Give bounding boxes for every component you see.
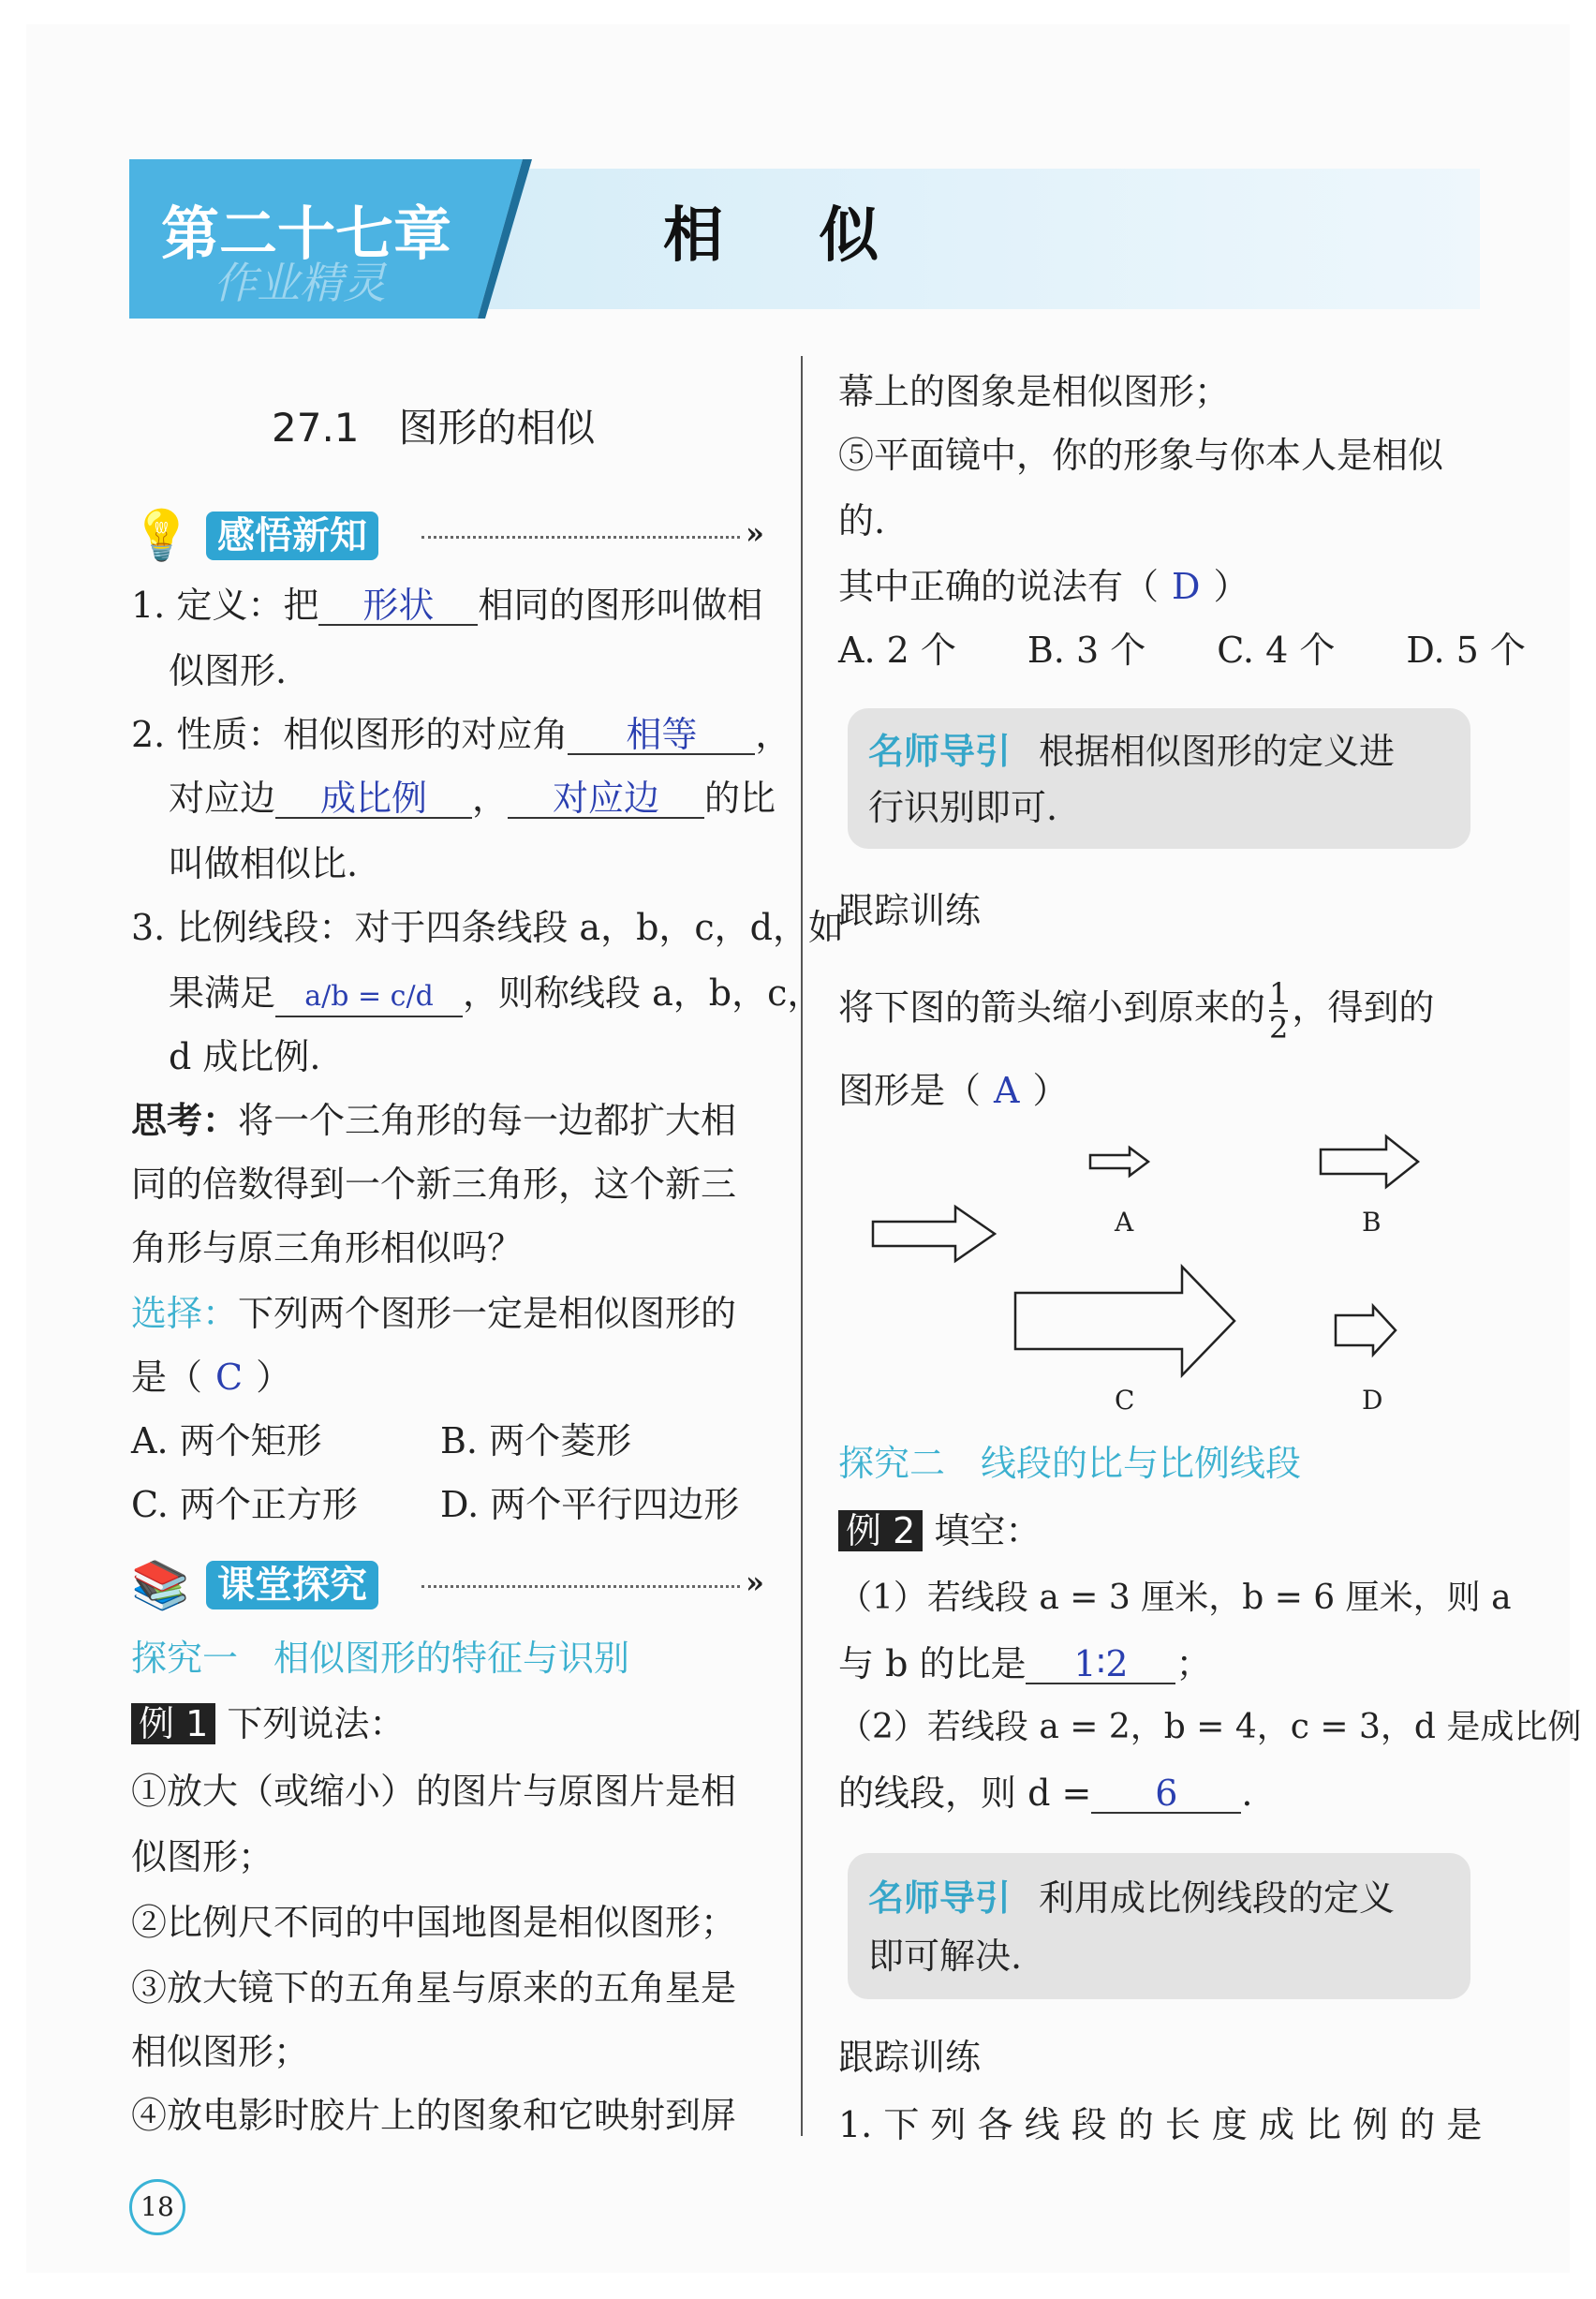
example-2-text: 填空： (934, 1510, 1042, 1551)
lightbulb-icon: 💡 (131, 508, 192, 564)
option-b: B. 两个菱形 (440, 1420, 632, 1461)
question-2-prefix: 的线段，则 d = (838, 1772, 1092, 1814)
header-watermark: 作业精灵 (214, 258, 386, 308)
property-suffix: 的比 (704, 778, 776, 819)
property-answer-sides: 成比例 (275, 776, 472, 819)
correct-count-line (838, 564, 1249, 609)
arrow-label-d: D (1362, 1385, 1383, 1416)
question-1-line-2 (838, 1641, 1212, 1686)
question-1-line-1: （1）若线段 a = 3 厘米，b = 6 厘米，则 a (838, 1579, 1512, 1617)
chapter-title: 相 似 (663, 200, 917, 271)
count-options: A. 2 个 B. 3 个 C. 4 个 D. 5 个 (838, 630, 1526, 671)
banner-gain-knowledge (131, 506, 768, 566)
definition-suffix: 相同的图形叫做相 (478, 585, 763, 626)
explore-two-heading: 探究二 线段的比与比例线段 (838, 1443, 1302, 1484)
definition-line (131, 583, 762, 628)
statement-3b: 相似图形； (131, 2031, 310, 2072)
statement-1b: 似图形； (131, 1836, 274, 1877)
think-line-1 (131, 1098, 736, 1143)
correct-prefix: 其中正确的说法有（ (838, 566, 1160, 607)
choose-label: 选择： (131, 1293, 239, 1334)
question-1-suffix: ； (1175, 1643, 1212, 1684)
tracking-training-1: 跟踪训练 (838, 890, 982, 931)
proportion-answer: a/b = c/d (275, 974, 463, 1017)
tip-2-line-1 (868, 1876, 1395, 1921)
property-continuation: 叫做相似比. (169, 843, 359, 884)
property-comma: ， (755, 714, 791, 755)
choose-prefix: 是（ (131, 1357, 203, 1398)
tip-1-heading: 名师导引 (868, 731, 1012, 772)
choose-text: 下列两个图形一定是相似图形的 (238, 1293, 737, 1334)
page-number-badge (129, 2179, 185, 2235)
correct-suffix: ） (1213, 566, 1249, 607)
tip-2-heading: 名师导引 (868, 1877, 1012, 1919)
arrow-c (1015, 1267, 1234, 1375)
example-1-text: 下列说法： (227, 1703, 406, 1744)
double-chevron-icon: » (746, 1565, 764, 1600)
exercise-1-line: 1. 下 列 各 线 段 的 长 度 成 比 例 的 是 (838, 2104, 1483, 2145)
question-2-line-2 (838, 1771, 1252, 1816)
choose-line-1 (131, 1291, 736, 1336)
statement-4b: 幕上的图象是相似图形； (838, 371, 1231, 412)
think-line-2: 同的倍数得到一个新三角形，这个新三 (131, 1164, 737, 1205)
arrow-question2-suffix: ） (1032, 1070, 1069, 1111)
arrow-question-suffix: ，得到的 (1292, 986, 1435, 1029)
choose-suffix: ） (256, 1357, 292, 1398)
statement-4a: ④放电影时胶片上的图象和它映射到屏 (131, 2095, 737, 2136)
property-prefix: 2. 性质：相似图形的对应角 (131, 714, 569, 755)
fraction-numerator: 1 (1269, 976, 1289, 1012)
option-d: D. 两个平行四边形 (440, 1484, 740, 1525)
tip-2-line-2: 即可解决. (868, 1936, 1023, 1977)
arrow-question-prefix: 将下图的箭头缩小到原来的 (838, 986, 1266, 1029)
proportion-line-1: 3. 比例线段：对于四条线段 a，b，c，d，如 (131, 907, 845, 948)
property-answer-angles: 相等 (568, 712, 755, 755)
proportion-line-3: d 成比例. (169, 1036, 321, 1077)
question-1-answer: 1∶2 (1026, 1641, 1175, 1684)
chapter-header (129, 159, 1480, 319)
example-2-line (838, 1508, 1041, 1553)
chapter-label: 第二十七章 (161, 200, 452, 268)
definition-answer: 形状 (318, 583, 478, 626)
arrow-label-b: B (1362, 1207, 1382, 1238)
tip-1-line-1 (868, 729, 1395, 774)
original-arrow (873, 1207, 995, 1261)
explore-one-heading: 探究一 相似图形的特征与识别 (131, 1638, 630, 1679)
proportion-prefix: 果满足 (169, 972, 276, 1014)
tip-1-line-2: 行识别即可. (868, 787, 1058, 828)
example-1-badge: 例 1 (131, 1703, 215, 1744)
fraction-one-half (1269, 978, 1288, 1044)
example-2-badge: 例 2 (838, 1510, 923, 1551)
tip-2-text: 利用成比例线段的定义 (1039, 1877, 1396, 1919)
statement-1a: ①放大（或缩小）的图片与原图片是相 (131, 1771, 737, 1812)
statement-2: ②比例尺不同的中国地图是相似图形； (131, 1902, 737, 1943)
question-2-line-1: （2）若线段 a = 2，b = 4，c = 3，d 是成比例 (838, 1708, 1582, 1746)
banner-classroom-explore (131, 1555, 768, 1615)
question-2-answer: 6 (1091, 1771, 1241, 1814)
statement-5a: ⑤平面镜中，你的形象与你本人是相似 (838, 435, 1444, 476)
correct-answer: D (1172, 566, 1201, 607)
arrow-b (1321, 1136, 1418, 1187)
tracking-training-2: 跟踪训练 (838, 2037, 982, 2078)
think-label: 思考： (131, 1100, 239, 1141)
option-a: A. 两个矩形 (131, 1420, 322, 1461)
definition-prefix: 1. 定义：把 (131, 585, 319, 626)
property-line-2 (169, 776, 776, 821)
example-1-line (131, 1701, 405, 1746)
arrow-question-line (838, 978, 1434, 1044)
section-title: 27.1 图形的相似 (272, 405, 596, 451)
banner2-label: 课堂探究 (206, 1561, 378, 1609)
choose-answer: C (215, 1357, 244, 1398)
page-number: 18 (140, 2191, 174, 2222)
column-divider (801, 356, 803, 2136)
tip-box-1 (848, 708, 1470, 849)
definition-continuation: 似图形. (169, 650, 288, 691)
arrow-label-a: A (1115, 1207, 1134, 1238)
arrow-question-line-2 (838, 1068, 1068, 1113)
property-answer-corresponding: 对应边 (508, 776, 704, 819)
fraction-denominator: 2 (1269, 1010, 1289, 1046)
property-line (131, 712, 791, 757)
arrow-answer: A (994, 1070, 1020, 1111)
statement-5b: 的. (838, 500, 886, 541)
question-1-prefix: 与 b 的比是 (838, 1643, 1027, 1684)
double-chevron-icon: » (746, 515, 764, 551)
property-mid-comma: ， (472, 778, 509, 819)
books-icon: 📚 (131, 1558, 190, 1612)
proportion-suffix: ，则称线段 a，b，c， (463, 972, 823, 1014)
arrow-d (1336, 1306, 1396, 1355)
arrow-a (1090, 1148, 1148, 1176)
banner-label: 感悟新知 (206, 512, 378, 560)
choose-line-2 (131, 1355, 291, 1400)
proportion-line-2 (169, 971, 822, 1017)
statement-3a: ③放大镜下的五角星与原来的五角星是 (131, 1967, 737, 2009)
arrows-figure (843, 1124, 1480, 1433)
option-c: C. 两个正方形 (131, 1484, 358, 1525)
banner-dotted-rule (421, 536, 740, 539)
question-2-suffix: . (1241, 1772, 1253, 1814)
think-line-3: 角形与原三角形相似吗？ (131, 1227, 524, 1268)
arrow-question2-prefix: 图形是（ (838, 1070, 982, 1111)
tip-1-text: 根据相似图形的定义进 (1039, 731, 1396, 772)
think-text: 将一个三角形的每一边都扩大相 (238, 1100, 737, 1141)
banner2-dotted-rule (421, 1585, 740, 1588)
property-sides-prefix: 对应边 (169, 778, 276, 819)
arrow-label-c: C (1115, 1385, 1135, 1416)
tip-box-2 (848, 1853, 1470, 1999)
